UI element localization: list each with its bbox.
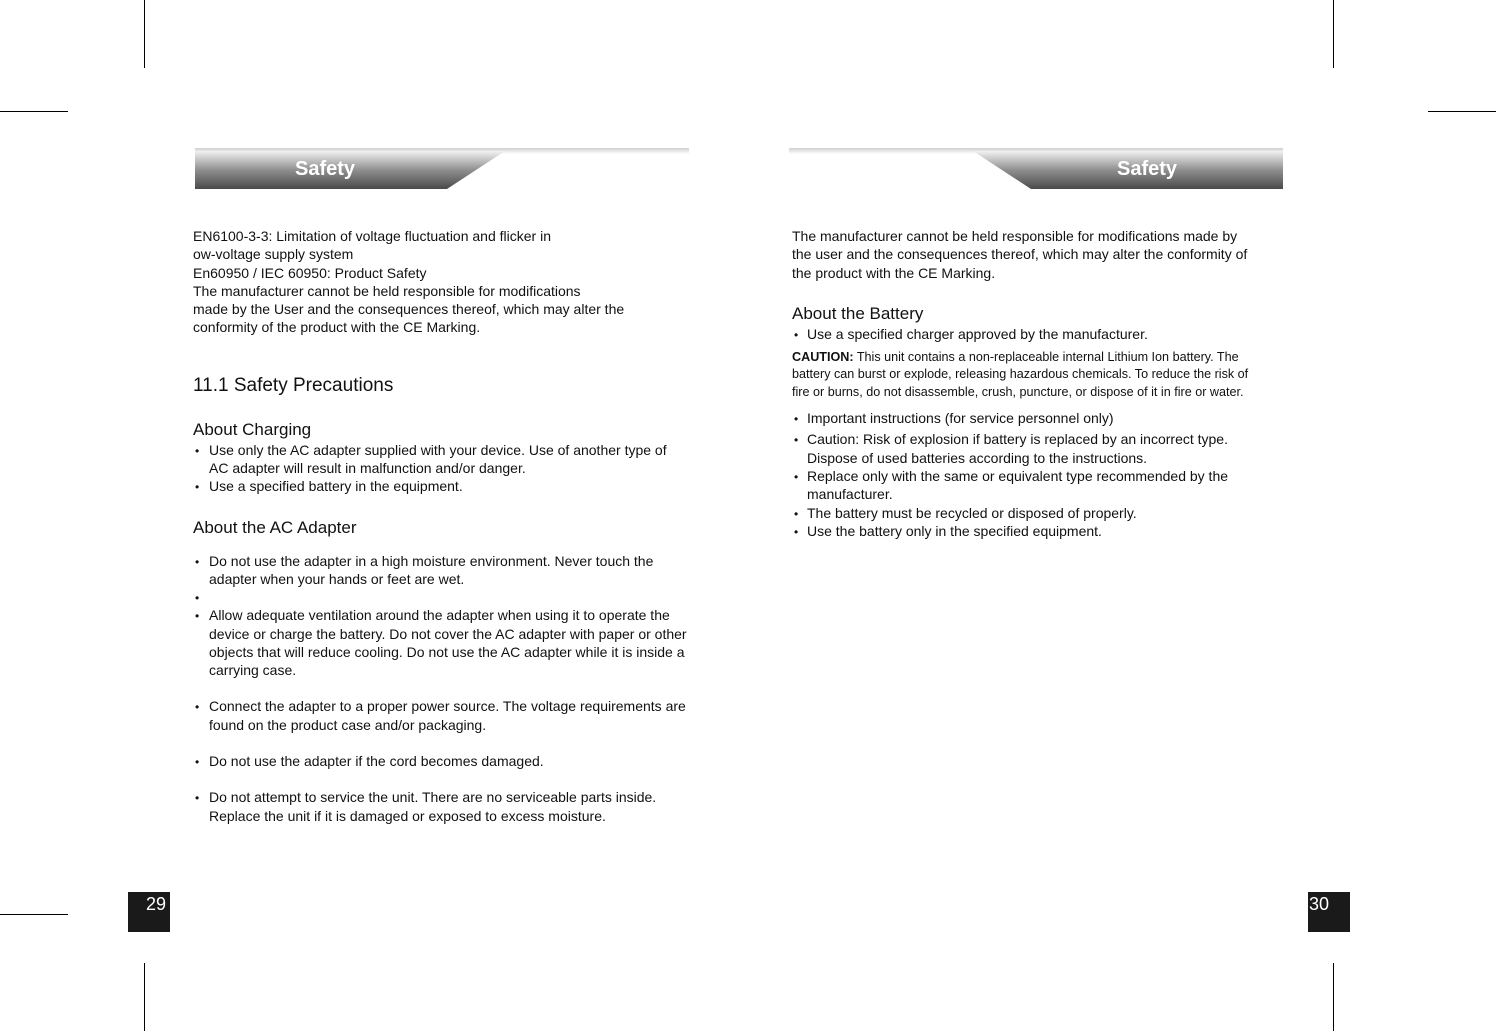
- caution-note: [792, 349, 1262, 401]
- left-page-content: [193, 227, 698, 825]
- intro-line: conformity of the product with the CE Marking.: [193, 319, 481, 336]
- left-header-title: Safety: [295, 158, 356, 180]
- charging-heading: About Charging: [193, 419, 312, 439]
- intro-line: En60950 / IEC 60950: Product Safety: [193, 264, 427, 281]
- list-item: • Use a specified battery in the equipment.: [193, 477, 688, 495]
- crop-mark-top-right: [1333, 0, 1334, 68]
- left-page-number: [128, 892, 170, 932]
- battery-heading: About the Battery: [792, 303, 924, 323]
- crop-mark-bottom-left: [144, 963, 145, 1031]
- adapter-list: [193, 552, 693, 825]
- right-page-content: [792, 227, 1262, 540]
- caution-text: This unit contains a non-replaceable internal Lithium Ion battery. The battery can burst or explode, releasing hazardous chemicals. To reduce the risk of fire or burns, do not disassemble, crush, puncture, or dispose of it in fire or water.: [792, 350, 1249, 399]
- crop-mark-right-upper: [1428, 111, 1496, 112]
- page-number-text: 30: [1309, 894, 1330, 914]
- list-item: • Do not use the adapter if the cord becomes damaged.: [193, 752, 693, 770]
- intro-line: The manufacturer cannot be held responsible for modifications: [193, 282, 581, 299]
- list-item: • Caution: Risk of explosion if battery is replaced by an incorrect type. Dispose of used batteries according to the instructions.: [792, 430, 1232, 467]
- list-item: • Connect the adapter to a proper power source. The voltage requirements are found on the product case and/or packaging.: [193, 697, 693, 734]
- crop-mark-left-lower: [0, 914, 68, 915]
- right-page-number: [1308, 892, 1350, 932]
- intro-line: EN6100-3-3: Limitation of voltage fluctuation and flicker in: [193, 228, 551, 244]
- list-item: • Replace only with the same or equivalent type recommended by the manufacturer.: [792, 467, 1232, 504]
- crop-mark-left-upper: [0, 111, 68, 112]
- left-header-banner: [195, 148, 689, 190]
- right-intro: The manufacturer cannot be held responsible for modifications made by the user and the consequences thereof, which may alter the conformity of the product with the CE Marking.: [792, 228, 1248, 281]
- list-item: • Use the battery only in the specified equipment.: [792, 522, 1232, 540]
- list-item: • Do not use the adapter in a high moisture environment. Never touch the adapter when your hands or feet are wet.: [193, 552, 693, 589]
- right-header-title: Safety: [1117, 158, 1178, 180]
- crop-mark-bottom-right: [1333, 963, 1334, 1031]
- list-item: • Important instructions (for service personnel only): [792, 409, 1232, 427]
- caution-label: CAUTION:: [792, 350, 854, 365]
- list-item: • Do not attempt to service the unit. There are no serviceable parts inside. Replace the unit if it is damaged or exposed to excess moisture.: [193, 788, 693, 825]
- list-item: • The battery must be recycled or disposed of properly.: [792, 504, 1232, 522]
- intro-line: ow-voltage supply system: [193, 246, 354, 263]
- section-title: 11.1 Safety Precautions: [193, 374, 394, 396]
- crop-mark-top-left: [144, 0, 145, 68]
- right-header-banner: [789, 148, 1283, 190]
- list-item: • Use only the AC adapter supplied with your device. Use of another type of AC adapter will result in malfunction and/or danger.: [193, 441, 688, 478]
- instructions-list: [792, 409, 1232, 540]
- list-item: • Allow adequate ventilation around the adapter when using it to operate the device or charge the battery. Do not cover the AC adapter with paper or other objects that will reduce cooling. Do not use the AC adapter while it is inside a carrying case.: [193, 606, 693, 679]
- page-number-text: 29: [146, 894, 167, 914]
- battery-list: [792, 325, 1262, 343]
- adapter-heading: About the AC Adapter: [193, 517, 357, 537]
- intro-line: made by the User and the consequences thereof, which may alter the: [193, 301, 625, 318]
- list-item: • Use a specified charger approved by the manufacturer.: [792, 325, 1262, 343]
- charging-list: [193, 441, 688, 496]
